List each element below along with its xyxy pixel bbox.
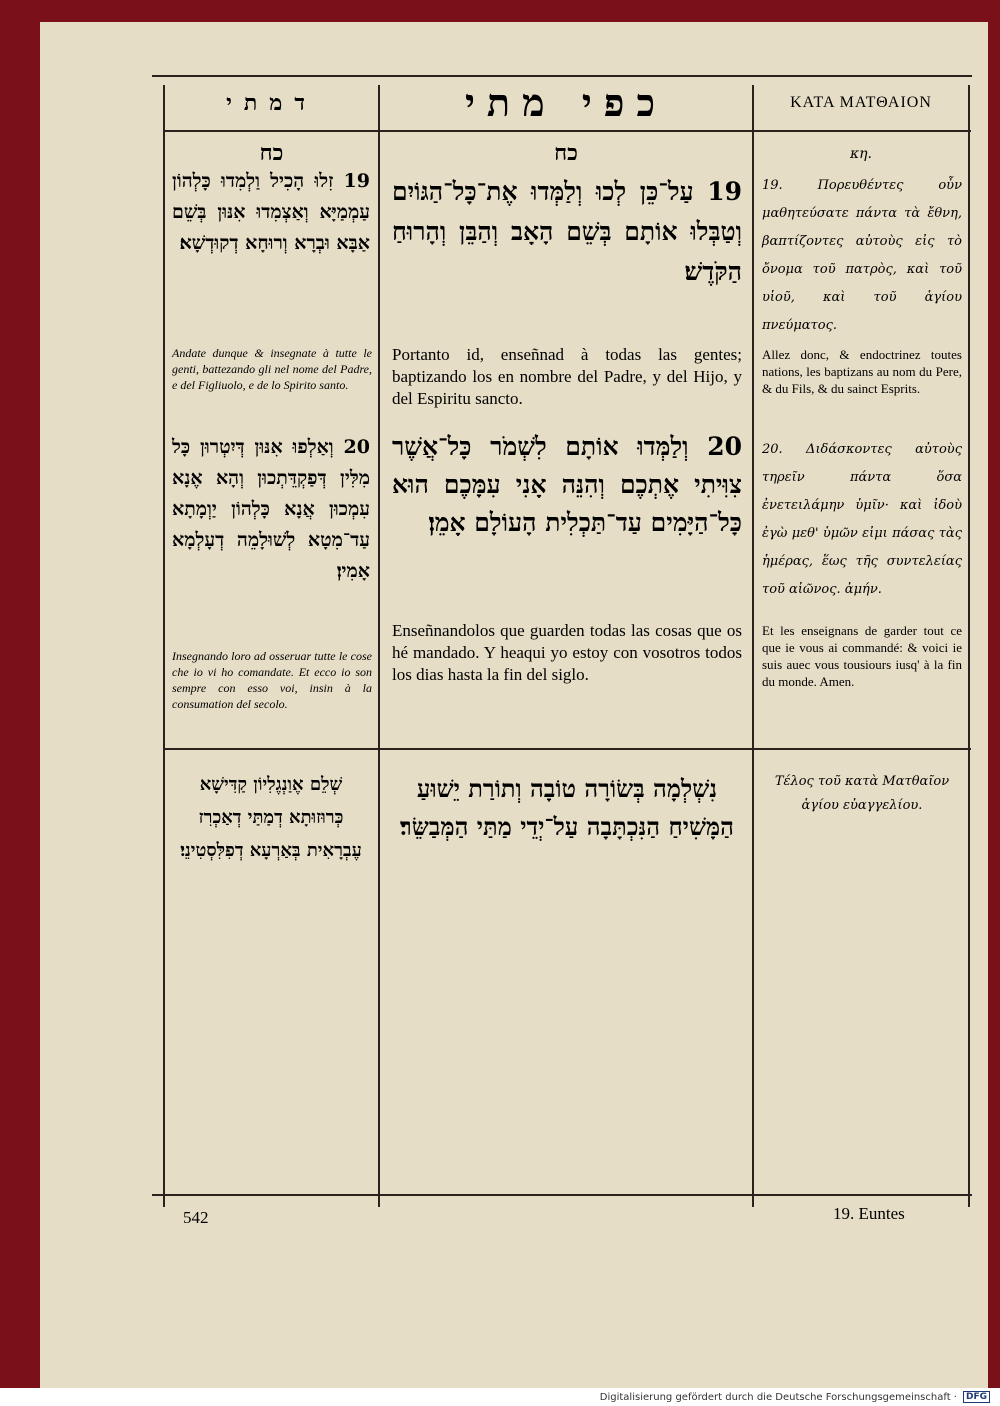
digitization-banner (0, 1388, 1000, 1406)
hebrew-verse-19: 19 עַל־כֵּן לְכוּ וְלַמְּדוּ אֶת־כָּל־הַגּוֹיִם וְטַבְּלוּ אוֹתָם בְּשֵׁם הָאָב וְהַבֵּן וְהָרוּחַ הַקֹּדֶשׁ׃ (392, 177, 742, 286)
dfg-logo: DFG (963, 1391, 990, 1403)
spanish-verse-20: Enseñnandolos que guarden todas las cosas que os hé mandado. Y heaqui yo estoy con vosotros todos los dias hasta la fin del siglo. (392, 621, 742, 684)
divider-left (378, 85, 380, 1207)
bottom-rule (152, 1194, 972, 1196)
italian-verse-19: Andate dunque & insegnate à tutte le genti, battezando gli nel nome del Padre, e del Figliuolo, e de lo Spirito santo. (172, 346, 372, 392)
catchword: 19. Euntes (833, 1204, 905, 1223)
aramaic-verse-20: 20 וְאַלְפוּ אִנּוּן דְּיִטְרוּן כָּל מִלִּין דְּפַקְדֵּתְכוּן וְהָא אֶנָא עִמְכוּן אֲנָא כָּלְהוֹן יַוְמָתָא עַד־מִטָא לְשׁוּלָמֵה דְעָלְמָא אָמִין׃ (172, 436, 370, 582)
greek-verse-20: 20. Διδάσκοντες αὐτοὺς τηρεῖν πάντα ὅσα ἐνετειλάμην ὑμῖν· καὶ ἰδοὺ ἐγὼ μεθ' ὑμῶν εἰμι πάσας τὰς ἡμέρας, ἕως τῆς συντελείας τοῦ αἰῶνος. ἀμήν. (762, 442, 962, 597)
aramaic-colophon: שְׁלֵם אֶוַנְגֶלִיוֹן קַדִּישָׁא כְּרוּזוּתָא דְמַתַּי דְאַכְרִז עֶבְרָאִית בְּאַרְעָא דְפִלִּסְטִינֵי׃ (180, 774, 362, 861)
greek-verse-19: 19. Πορευθέντες οὖν μαθητεύσατε πάντα τὰ ἔθνη, βαπτίζοντες αὐτοὺς εἰς τὸ ὄνομα τοῦ πατρὸς, καὶ τοῦ υἱοῦ, καὶ τοῦ ἁγίου πνεύματος. (762, 178, 962, 333)
french-verse-20: Et les enseignans de garder tout ce que ie vous ai commandé: & voici ie suis auec vous tousiours iusq' à la fin du monde. Amen. (762, 623, 962, 689)
hebrew-verse-20: 20 וְלַמְּדוּ אוֹתָם לִשְׁמֹר כָּל־אֲשֶׁר צִוִּיתִי אֶתְכֶם וְהִנֵּה אָנִי עִמָּכֶם הוּא כָּל־הַיָּמִים עַד־תַּכְלִית הָעוֹלָם אָמֵן׃ (392, 432, 742, 537)
chapter-left: כח (259, 140, 284, 166)
chapter-center: כח (554, 140, 578, 166)
right-border (968, 85, 970, 1207)
page-number: 542 (183, 1208, 209, 1227)
divider-right (752, 85, 754, 1207)
header-rule (163, 130, 971, 132)
banner-text: Digitalisierung gefördert durch die Deutsche Forschungsgemeinschaft · (599, 1391, 957, 1403)
header-greek: ΚΑΤΑ ΜΑΤΘΑΙΟΝ (790, 94, 932, 111)
italian-verse-20: Insegnando loro ad osseruar tutte le cose che io vi ho comandate. Et ecco io son sempre con esso voi, insin à la consumation del secolo. (172, 649, 372, 711)
middle-rule (163, 748, 971, 750)
spanish-verse-19: Portanto id, enseñnad à todas las gentes; baptizando los en nombre del Padre, y del Hijo, y del Espiritu sancto. (392, 345, 742, 408)
left-border (163, 85, 165, 1207)
greek-colophon: Τέλος τοῦ κατὰ Ματθαῖον ἁγίου εὐαγγελίου. (774, 774, 950, 813)
chapter-right: κη. (849, 146, 873, 162)
header-aramaic: דמתי (226, 90, 317, 116)
french-verse-19: Allez donc, & endoctrinez toutes nations, les baptizans au nom du Pere, & du Fils, & du sainct Esprits. (762, 347, 962, 396)
hebrew-colophon: נִשְׁלְמָה בְּשׂוֹרָה טוֹבָה וְתוֹרַת יֵשׁוּעַ הַמָּשִׁיחַ הַנִּכְתָּבָה עַל־יְדֵי מַתַּי הַמְּבַשֵּׂר׃ (400, 774, 734, 841)
header-hebrew: כפי מתי (464, 80, 668, 125)
aramaic-verse-19: 19 זִלוּ הָכִיל וַלְמִדוּ כָּלְהוֹן עַמְמַיָּא וְאַצְמִדוּ אִנּוּן בְּשֵׁם אַבָּא וּבְרָא וְרוּחָא דְקוּדְשָׁא׃ (172, 170, 370, 254)
